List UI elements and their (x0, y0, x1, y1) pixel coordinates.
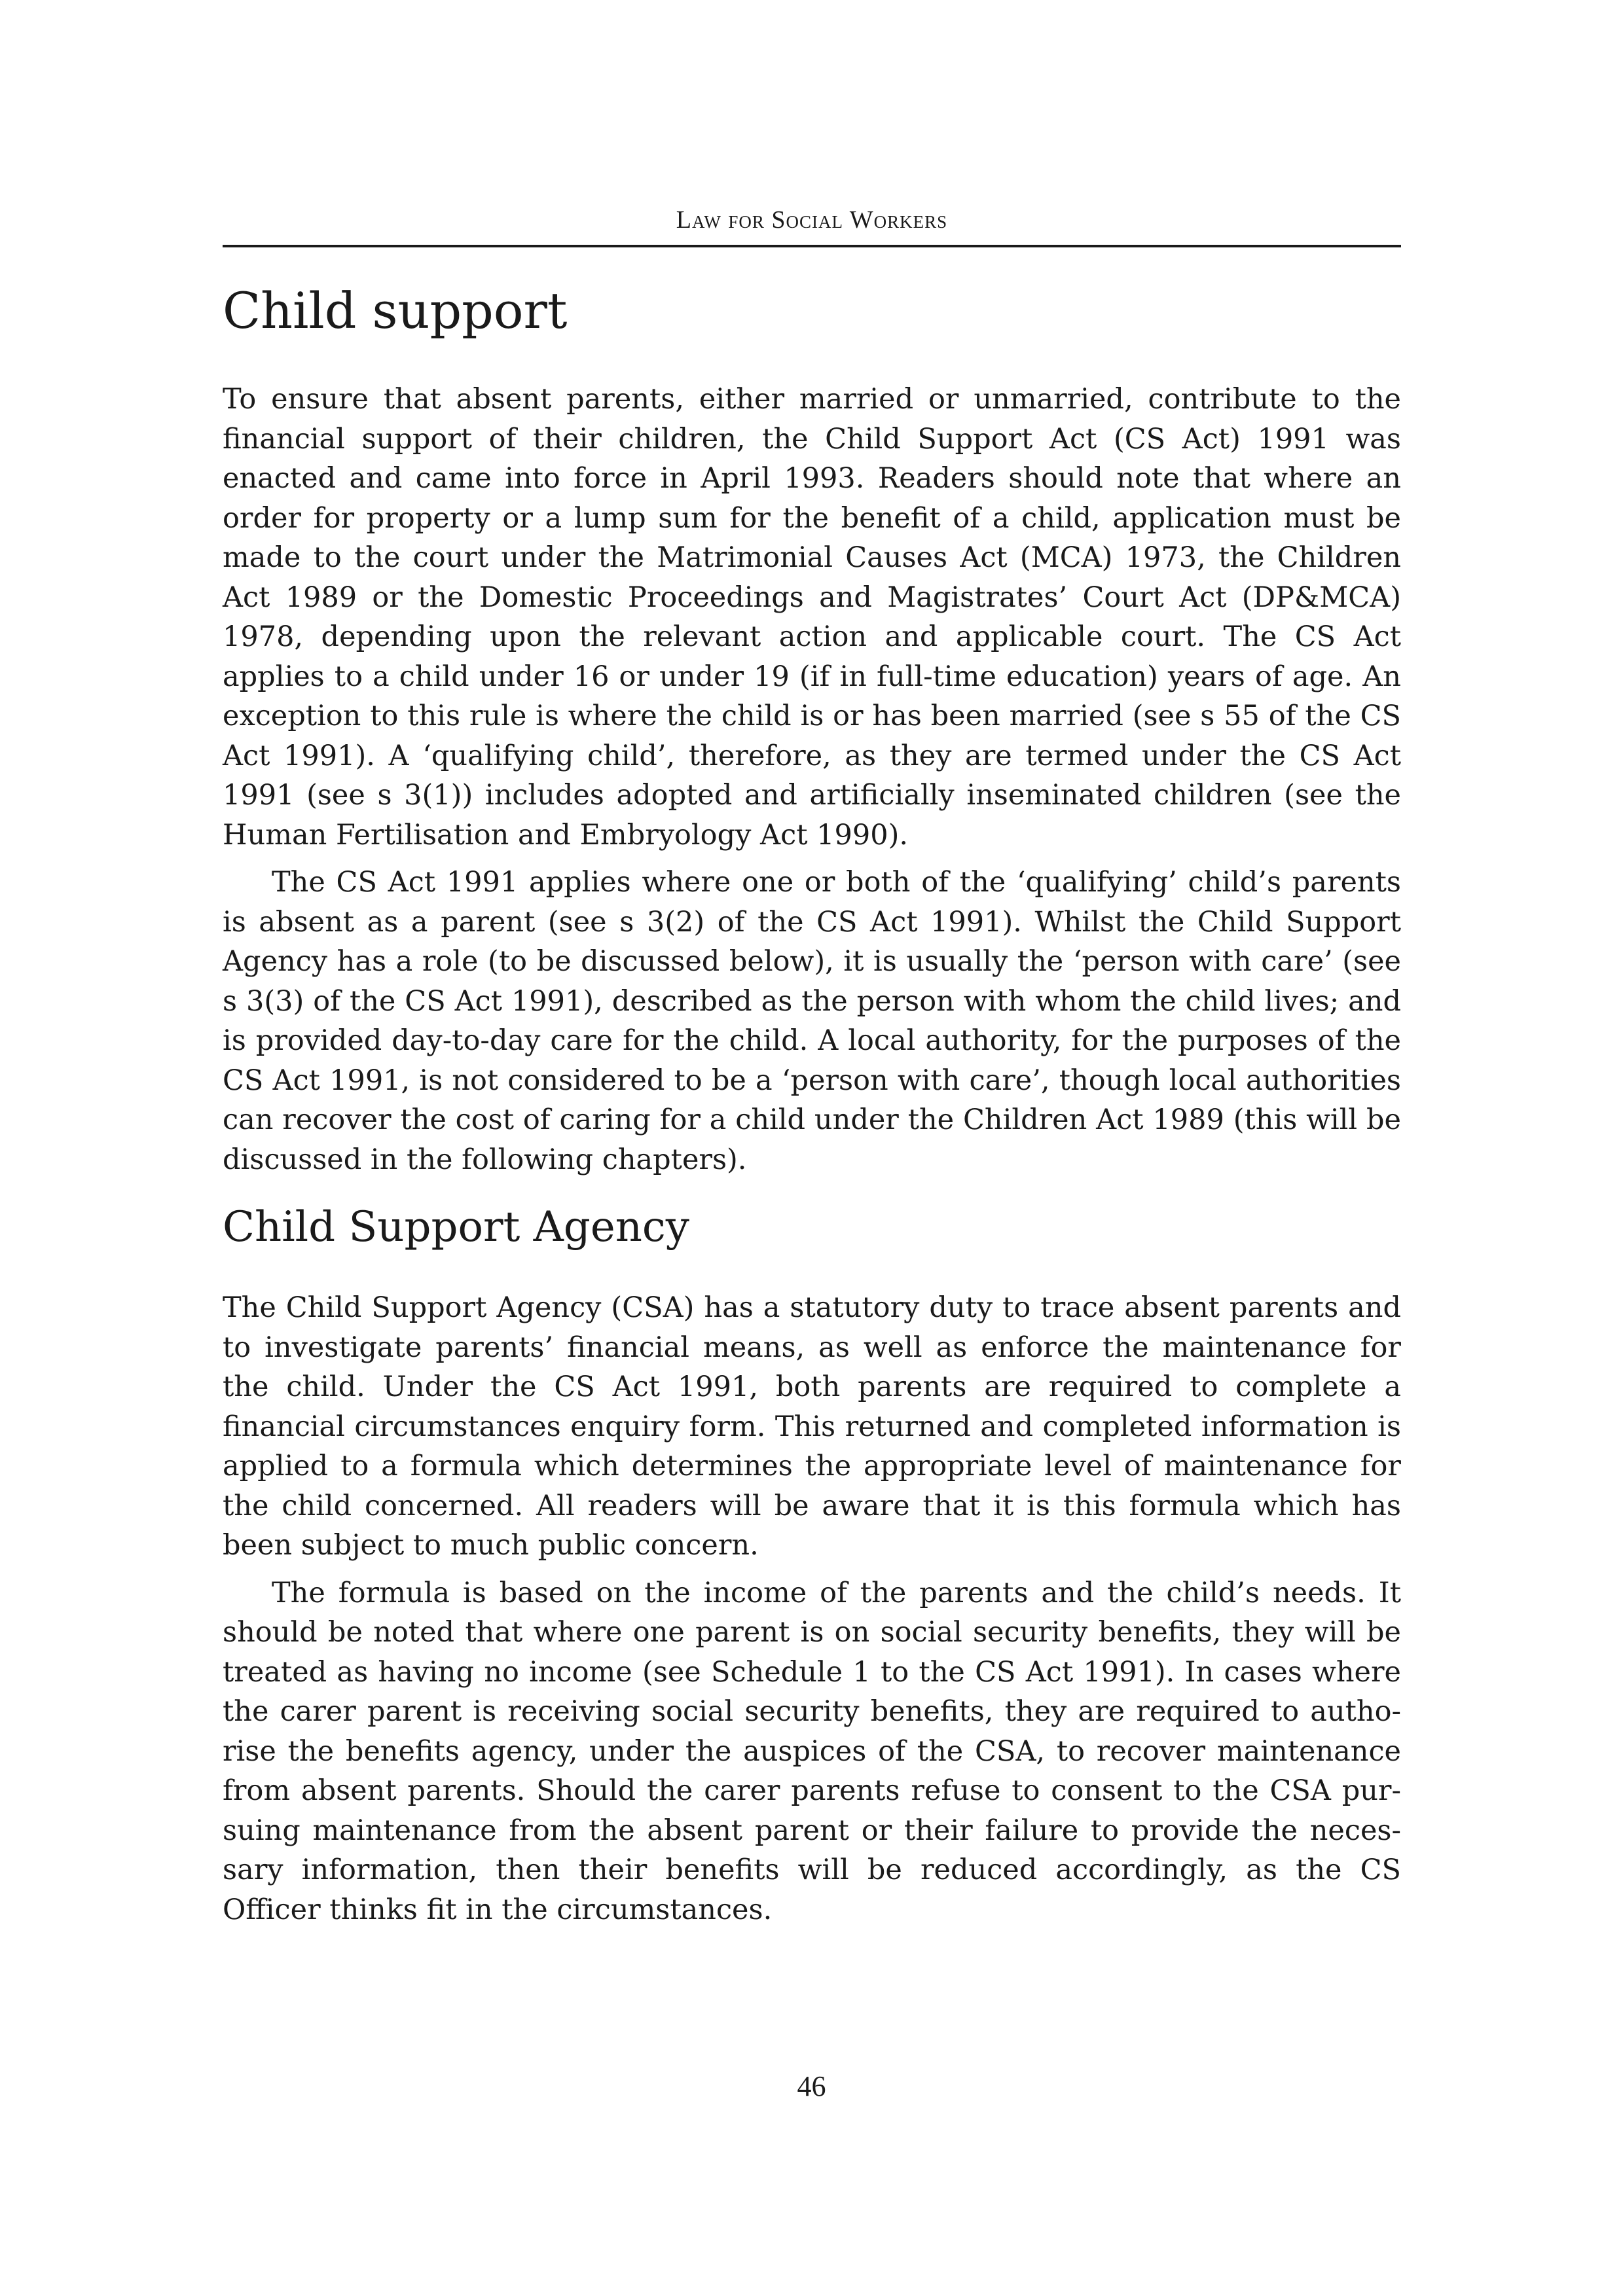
running-header (223, 195, 1401, 247)
body-paragraph: The Child Support Agency (CSA) has a statutory duty to trace absent parents and to investigate parents’ financial means, as well as enforce the maintenance for the child. Under the CS Act 1991, both parents are required to complete a financial circumstances enquiry form. This returned and completed information is applied to a formula which determines the appropriate level of maintenance for the child concerned. All readers will be aware that it is this formula which has been subject to much public concern. (223, 1291, 1401, 1562)
section-heading-child-support-agency: Child Support Agency (223, 1203, 689, 1251)
body-paragraph: The CS Act 1991 applies where one or both of the ‘qualifying’ child’s parents is absent as a parent (see s 3(2) of the CS Act 1991). Whilst the Child Support Agency has a role (to be discussed below), it is usually the ‘person with care’ (see s 3(3) of the CS Act 1991), described as the person with whom the child lives; and is provided day-to-day care for the child. A local authority, for the purposes of the CS Act 1991, is not considered to be a ‘person with care’, though local authorities can recover the cost of caring for a child under the Children Act 1989 (this will be discussed in the following chapters). (223, 866, 1401, 1176)
page-number: 46 (797, 2070, 826, 2102)
section-heading-child-support: Child support (223, 281, 568, 340)
running-header-title: Law for Social Workers (676, 206, 948, 234)
page-body (223, 275, 1401, 1929)
body-paragraph: To ensure that absent parents, either married or unmarried, contribute to the financial support of their children, the Child Support Act (CS Act) 1991 was enacted and came into force in April 1993. Readers should note that where an order for property or a lump sum for the benefit of a child, application must be made to the court under the Matrimonial Causes Act (MCA) 1973, the Children Act 1989 or the Domestic Proceedings and Magistrates’ Court Act (DP&MCA) 1978, depending upon the relevant action and applicable court. The CS Act applies to a child under 16 or under 19 (if in full-time education) years of age. An exception to this rule is where the child is or has been married (see s 55 of the CS Act 1991). A ‘qualifying child’, therefore, as they are termed under the CS Act 1991 (see s 3(1)) includes adopted and artificially inseminated children (see the Human Fertilisation and Embryology Act 1990). (223, 383, 1401, 852)
body-paragraph: The formula is based on the income of the parents and the child’s needs. It should be noted that where one parent is on social security benefits, they will be treated as having no income (see Schedule 1 to the CS Act 1991). In cases where the carer parent is receiving social security benefits, they are required to authorise the benefits agency, under the auspices of the CSA, to recover maintenance from absent parents. Should the carer parents refuse to consent to the CSA pursuing maintenance from the absent parent or their failure to provide the necessary information, then their benefits will be reduced accordingly, as the CS Officer thinks fit in the circumstances. (223, 1576, 1401, 1926)
